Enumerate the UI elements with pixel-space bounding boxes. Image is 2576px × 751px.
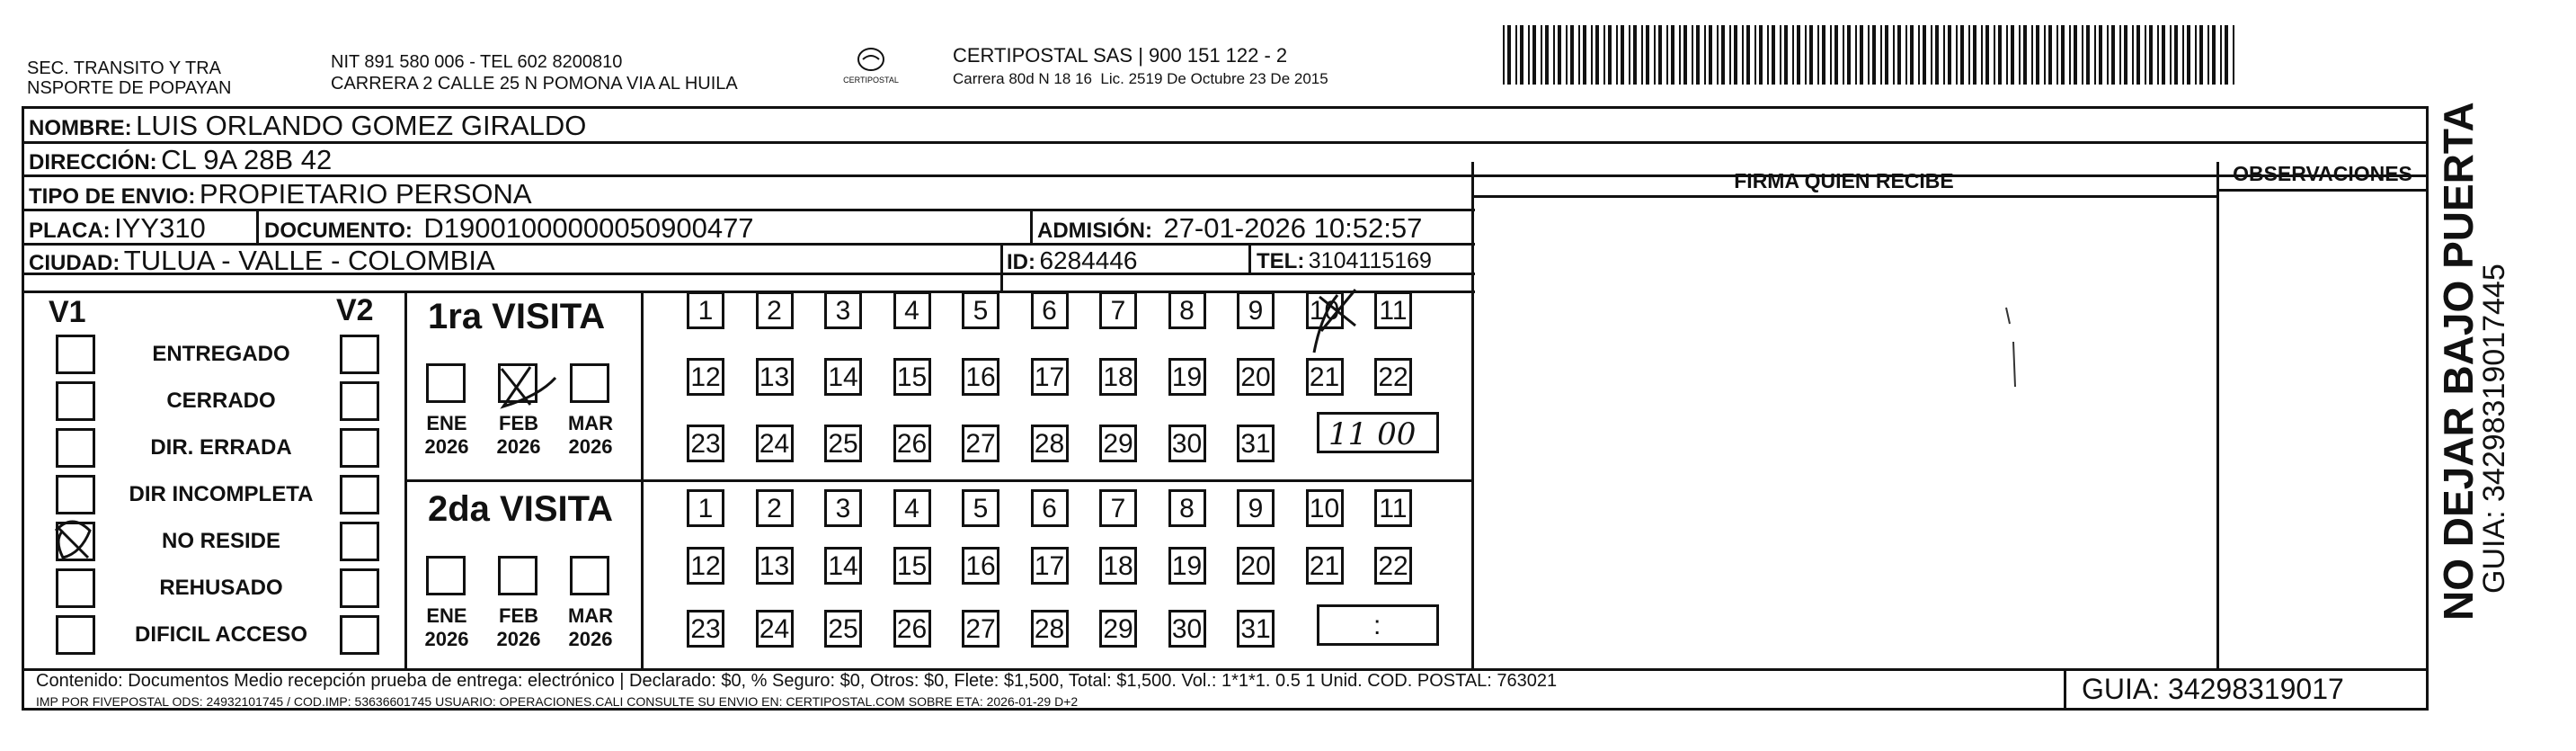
- no-dejar-warning: NO DEJAR BAJO PUERTA: [2435, 102, 2482, 621]
- day-box[interactable]: 25: [824, 610, 862, 648]
- side-guia: GUIA: 34298319017445: [2477, 264, 2511, 594]
- month-year: 2026: [568, 435, 613, 458]
- day-box[interactable]: 19: [1168, 547, 1206, 585]
- day-box[interactable]: 30: [1168, 425, 1206, 462]
- day-box[interactable]: 16: [962, 358, 999, 396]
- contenido-line: Contenido: Documentos Medio recepción prueba de entrega: electrónico | Declarado: $0, % Seguro: $0, Otros: $0, Flete: $1,500, Total: $1,500. Vol.: 1*1*1. 0.5 1 Unid. COD. POSTAL: 763021: [36, 671, 1558, 691]
- tel-label: TEL:: [1257, 249, 1305, 273]
- day-box[interactable]: 8: [1168, 489, 1206, 527]
- day-box[interactable]: 31: [1237, 425, 1275, 462]
- day-box[interactable]: 10: [1306, 489, 1344, 527]
- id-label: ID:: [1007, 250, 1035, 274]
- day-box[interactable]: 7: [1099, 489, 1137, 527]
- day-box[interactable]: 6: [1031, 291, 1069, 329]
- day-box[interactable]: 17: [1031, 358, 1069, 396]
- ciudad-value: TULUA - VALLE - COLOMBIA: [123, 245, 495, 276]
- placa-label: PLACA:: [29, 219, 111, 243]
- sender-line-1: SEC. TRANSITO Y TRA: [27, 58, 221, 78]
- admision-label: ADMISIÓN:: [1037, 219, 1152, 243]
- day-box[interactable]: 21: [1306, 547, 1344, 585]
- day-box[interactable]: 13: [756, 547, 794, 585]
- nit-line: NIT 891 580 006 - TEL 602 8200810: [331, 52, 623, 72]
- day-box[interactable]: 5: [962, 291, 999, 329]
- nombre-label: NOMBRE:: [29, 116, 132, 140]
- day-box[interactable]: 3: [824, 291, 862, 329]
- day-box[interactable]: 30: [1168, 610, 1206, 648]
- tipo-envio-label: TIPO DE ENVIO:: [29, 184, 196, 209]
- month-name: MAR: [567, 412, 614, 434]
- day-box[interactable]: 26: [893, 610, 931, 648]
- address-line: CARRERA 2 CALLE 25 N POMONA VIA AL HUILA: [331, 74, 738, 94]
- placa-value: IYY310: [114, 212, 206, 244]
- guia-footer: GUIA: 34298319017: [2082, 673, 2344, 705]
- admision-value: 27-01-2026 10:52:57: [1163, 212, 1423, 244]
- reason-label: DIR INCOMPLETA: [129, 482, 314, 506]
- documento-value: D19001000000050900477: [423, 212, 754, 244]
- day-box[interactable]: 14: [824, 547, 862, 585]
- day-box[interactable]: 7: [1099, 291, 1137, 329]
- day-box[interactable]: 14: [824, 358, 862, 396]
- observaciones-header: OBSERVACIONES: [2233, 162, 2412, 185]
- tipo-envio-value: PROPIETARIO PERSONA: [199, 178, 532, 210]
- day-box[interactable]: 16: [962, 547, 999, 585]
- tel-value: 3104115169: [1308, 248, 1432, 273]
- day-box[interactable]: 4: [893, 489, 931, 527]
- day-box[interactable]: 18: [1099, 547, 1137, 585]
- day-box[interactable]: 27: [962, 610, 999, 648]
- day-box[interactable]: 9: [1237, 291, 1275, 329]
- day-box[interactable]: 13: [756, 358, 794, 396]
- id-value: 6284446: [1039, 246, 1138, 274]
- day-box[interactable]: 9: [1237, 489, 1275, 527]
- day-box[interactable]: 26: [893, 425, 931, 462]
- day-box[interactable]: 5: [962, 489, 999, 527]
- day-box[interactable]: 17: [1031, 547, 1069, 585]
- reason-label: NO RESIDE: [161, 529, 281, 553]
- day-box[interactable]: 2: [756, 291, 794, 329]
- day-box[interactable]: 23: [687, 425, 724, 462]
- nombre-value: LUIS ORLANDO GOMEZ GIRALDO: [136, 110, 587, 141]
- day-box[interactable]: 23: [687, 610, 724, 648]
- day-box[interactable]: 10: [1306, 291, 1344, 329]
- time-first-value: 11 00: [1328, 416, 1417, 452]
- month-name: FEB: [499, 412, 538, 434]
- day-box[interactable]: 1: [687, 489, 724, 527]
- courier-license: Carrera 80d N 18 16 Lic. 2519 De Octubre 23 De 2015: [953, 70, 1328, 87]
- day-box[interactable]: 12: [687, 358, 724, 396]
- month-name: ENE: [426, 412, 467, 434]
- month-year: 2026: [568, 628, 613, 650]
- documento-label: DOCUMENTO:: [264, 219, 413, 243]
- reason-label: DIFICIL ACCESO: [134, 622, 307, 647]
- day-box[interactable]: 27: [962, 425, 999, 462]
- day-box[interactable]: 2: [756, 489, 794, 527]
- day-box[interactable]: 24: [756, 610, 794, 648]
- day-box[interactable]: 15: [893, 358, 931, 396]
- direccion-value: CL 9A 28B 42: [161, 144, 333, 175]
- direccion-label: DIRECCIÓN:: [29, 150, 157, 174]
- courier-name: CERTIPOSTAL SAS | 900 151 122 - 2: [953, 44, 1288, 67]
- month-name: ENE: [426, 604, 467, 627]
- day-box[interactable]: 31: [1237, 610, 1275, 648]
- imp-line: IMP POR FIVEPOSTAL ODS: 24932101745 / COD.IMP: 53636601745 USUARIO: OPERACIONES.CALI CONSULTE SU ENVIO EN: CERTIPOSTAL.COM SOBRE ETA: 2026-01-29 D+2: [36, 694, 1079, 709]
- day-box[interactable]: 29: [1099, 425, 1137, 462]
- v1-header: V1: [49, 295, 86, 329]
- day-box[interactable]: 20: [1237, 358, 1275, 396]
- v2-header: V2: [336, 293, 374, 327]
- day-box[interactable]: 12: [687, 547, 724, 585]
- day-box[interactable]: 15: [893, 547, 931, 585]
- second-visit-title: 2da VISITA: [428, 489, 613, 529]
- reason-label: REHUSADO: [159, 576, 283, 600]
- ciudad-label: CIUDAD:: [29, 251, 120, 275]
- reason-label: ENTREGADO: [152, 342, 290, 366]
- month-year: 2026: [496, 628, 541, 650]
- day-box[interactable]: 4: [893, 291, 931, 329]
- day-box[interactable]: 22: [1374, 547, 1412, 585]
- day-box[interactable]: 21: [1306, 358, 1344, 396]
- day-box[interactable]: 25: [824, 425, 862, 462]
- firma-header: FIRMA QUIEN RECIBE: [1734, 169, 1954, 192]
- reason-label: DIR. ERRADA: [150, 435, 292, 460]
- day-box[interactable]: 6: [1031, 489, 1069, 527]
- month-year: 2026: [424, 435, 469, 458]
- logo-text: CERTIPOSTAL: [843, 76, 899, 85]
- reason-label: CERRADO: [166, 389, 276, 413]
- day-box[interactable]: 11: [1374, 291, 1412, 329]
- day-box[interactable]: 29: [1099, 610, 1137, 648]
- day-box[interactable]: 11: [1374, 489, 1412, 527]
- day-box[interactable]: 24: [756, 425, 794, 462]
- day-box[interactable]: 22: [1374, 358, 1412, 396]
- sender-line-2: NSPORTE DE POPAYAN: [27, 78, 232, 98]
- day-box[interactable]: 28: [1031, 610, 1069, 648]
- day-box[interactable]: 28: [1031, 425, 1069, 462]
- month-year: 2026: [424, 628, 469, 650]
- day-box[interactable]: 19: [1168, 358, 1206, 396]
- month-name: FEB: [499, 604, 538, 627]
- day-box[interactable]: 18: [1099, 358, 1137, 396]
- time-second-value: :: [1373, 611, 1381, 640]
- day-box[interactable]: 8: [1168, 291, 1206, 329]
- month-year: 2026: [496, 435, 541, 458]
- day-box[interactable]: 20: [1237, 547, 1275, 585]
- day-box[interactable]: 3: [824, 489, 862, 527]
- day-box[interactable]: 1: [687, 291, 724, 329]
- month-name: MAR: [567, 604, 614, 627]
- first-visit-title: 1ra VISITA: [428, 297, 606, 336]
